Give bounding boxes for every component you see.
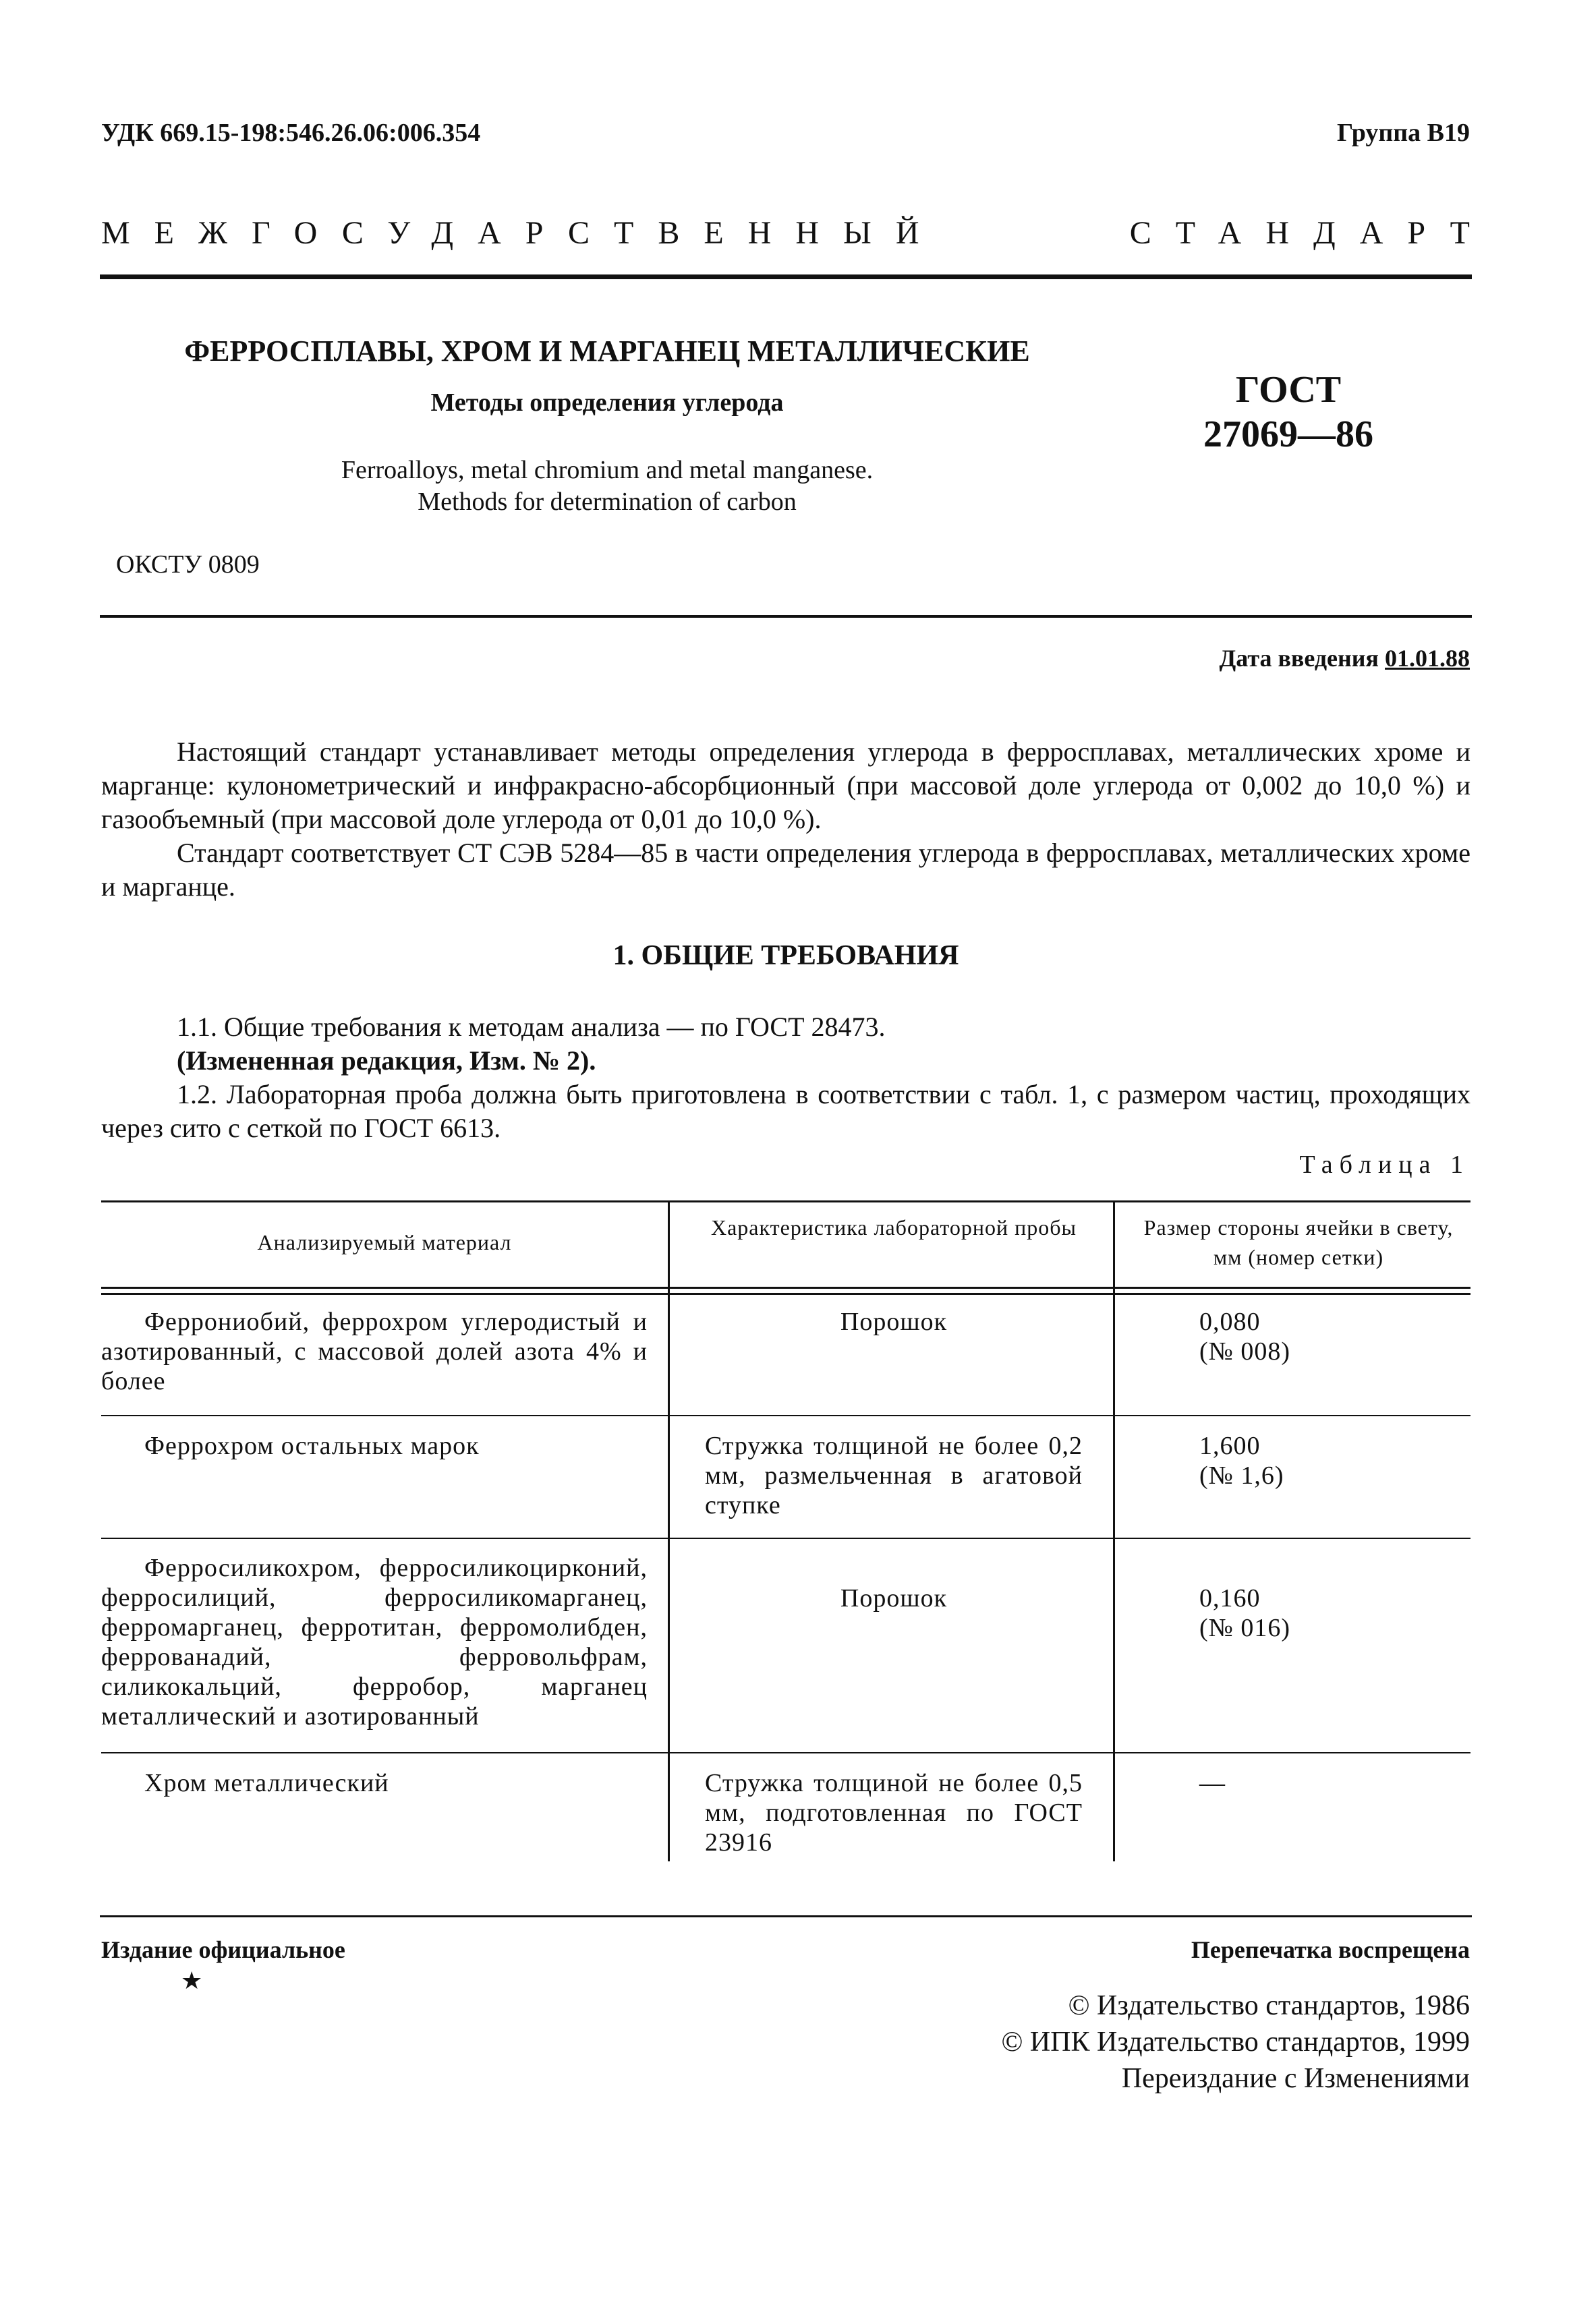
samples-table	[101, 1200, 1470, 1875]
footer-rule	[100, 1915, 1472, 1917]
row2-size-mesh: (№ 1,6)	[1199, 1461, 1284, 1490]
row3-size-mesh: (№ 016)	[1199, 1614, 1291, 1642]
reprint-notice: Перепечатка воспрещена	[1191, 1936, 1470, 1963]
group-code: Группа В19	[1336, 119, 1470, 147]
table-caption: Таблица 1	[1299, 1151, 1470, 1179]
title-rule	[100, 615, 1472, 618]
page-subtitle: Методы определения углерода	[430, 388, 784, 417]
gost-number: 27069—86	[1203, 413, 1373, 455]
table-top-rule	[101, 1200, 1470, 1202]
table-header-sample: Характеристика лабораторной пробы	[710, 1215, 1077, 1240]
row3-material: Ферросиликохром, ферросиликоцирконий, ферросилиций, ферросиликомарганец, ферромарганец, ферротитан, ферромолибден, феррованадий, ферровольфрам, силикокальций, ферробор, марганец металлический и азотированный	[101, 1554, 648, 1731]
copyright-1986: © Издательство стандартов, 1986	[1068, 1990, 1470, 2021]
intro-paragraph-2: Стандарт соответствует СТ СЭВ 5284—85 в части определения углерода в ферросплавах, металлических хроме и марганце.	[101, 838, 1470, 902]
date-value: 01.01.88	[1385, 645, 1470, 672]
copyright-1999: © ИПК Издательство стандартов, 1999	[1001, 2027, 1470, 2058]
oksty-code: ОКСТУ 0809	[116, 550, 260, 579]
row3-size: 0,160	[1199, 1584, 1261, 1613]
table-header-rule-1	[101, 1287, 1470, 1289]
table-row	[101, 1553, 648, 1731]
row4-size: —	[1199, 1769, 1226, 1797]
reissue-note: Переиздание с Изменениями	[1121, 2063, 1470, 2094]
official-edition: Издание официальное	[101, 1936, 345, 1963]
clause-1-1: 1.1. Общие требования к методам анализа — по ГОСТ 28473.	[177, 1012, 886, 1042]
table-row-divider	[101, 1538, 1470, 1539]
row4-material: Хром металлический	[144, 1769, 389, 1797]
intro-paragraph-1: Настоящий стандарт устанавливает методы определения углерода в ферросплавах, металлических хроме и марганце: кулонометрический и инфракрасно-абсорбционный (при массовой доле углерода от 0,002 до 10,0 %) и газообъемный (при массовой доле углерода от 0,01 до 10,0 %).	[101, 736, 1470, 834]
table-row	[101, 1307, 648, 1396]
english-title-line2: Methods for determination of carbon	[418, 488, 797, 516]
table-row-divider	[101, 1752, 1470, 1753]
udk-code: УДК 669.15-198:546.26.06:006.354	[101, 119, 481, 147]
table-row-divider	[101, 1415, 1470, 1416]
row1-size-mesh: (№ 008)	[1199, 1337, 1291, 1366]
row2-sample: Стружка толщиной не более 0,2 мм, размельченная в агатовой ступке	[705, 1432, 1083, 1519]
banner-rule	[100, 274, 1472, 279]
row1-size: 0,080	[1199, 1308, 1261, 1336]
banner-interstate: МЕЖГОСУДАРСТВЕННЫЙ	[101, 215, 944, 251]
row4-sample: Стружка толщиной не более 0,5 мм, подготовленная по ГОСТ 23916	[705, 1769, 1083, 1857]
row2-size: 1,600	[1199, 1432, 1261, 1460]
row2-material: Феррохром остальных марок	[144, 1432, 480, 1460]
english-title-line1: Ferroalloys, metal chromium and metal manganese.	[341, 456, 874, 484]
table-col-divider-2	[1113, 1200, 1115, 1861]
clause-1-1-note: (Измененная редакция, Изм. № 2).	[177, 1045, 596, 1076]
page-title: ФЕРРОСПЛАВЫ, ХРОМ И МАРГАНЕЦ МЕТАЛЛИЧЕСКИЕ	[184, 335, 1030, 368]
section-heading: 1. ОБЩИЕ ТРЕБОВАНИЯ	[612, 940, 959, 971]
introduction-date	[1220, 644, 1470, 672]
table-header-size: Размер стороны ячейки в свету, мм (номер сетки)	[1143, 1215, 1454, 1269]
table-header-rule-2	[101, 1293, 1470, 1295]
gost-label: ГОСТ	[1235, 369, 1342, 411]
date-label: Дата введения	[1219, 645, 1385, 672]
row1-sample: Порошок	[840, 1308, 948, 1336]
clause-1-2: 1.2. Лабораторная проба должна быть приготовлена в соответствии с табл. 1, с размером частиц, проходящих через сито с сеткой по ГОСТ 6613.	[101, 1079, 1470, 1143]
table-col-divider-1	[668, 1200, 670, 1861]
banner-standard: СТАНДАРТ	[1129, 215, 1494, 251]
table-header-material: Анализируемый материал	[257, 1230, 512, 1254]
star-icon: ★	[181, 1967, 203, 1994]
row1-material: Феррониобий, феррохром углеродистый и азотированный, с массовой долей азота 4% и более	[101, 1308, 648, 1395]
row3-sample: Порошок	[840, 1584, 948, 1613]
